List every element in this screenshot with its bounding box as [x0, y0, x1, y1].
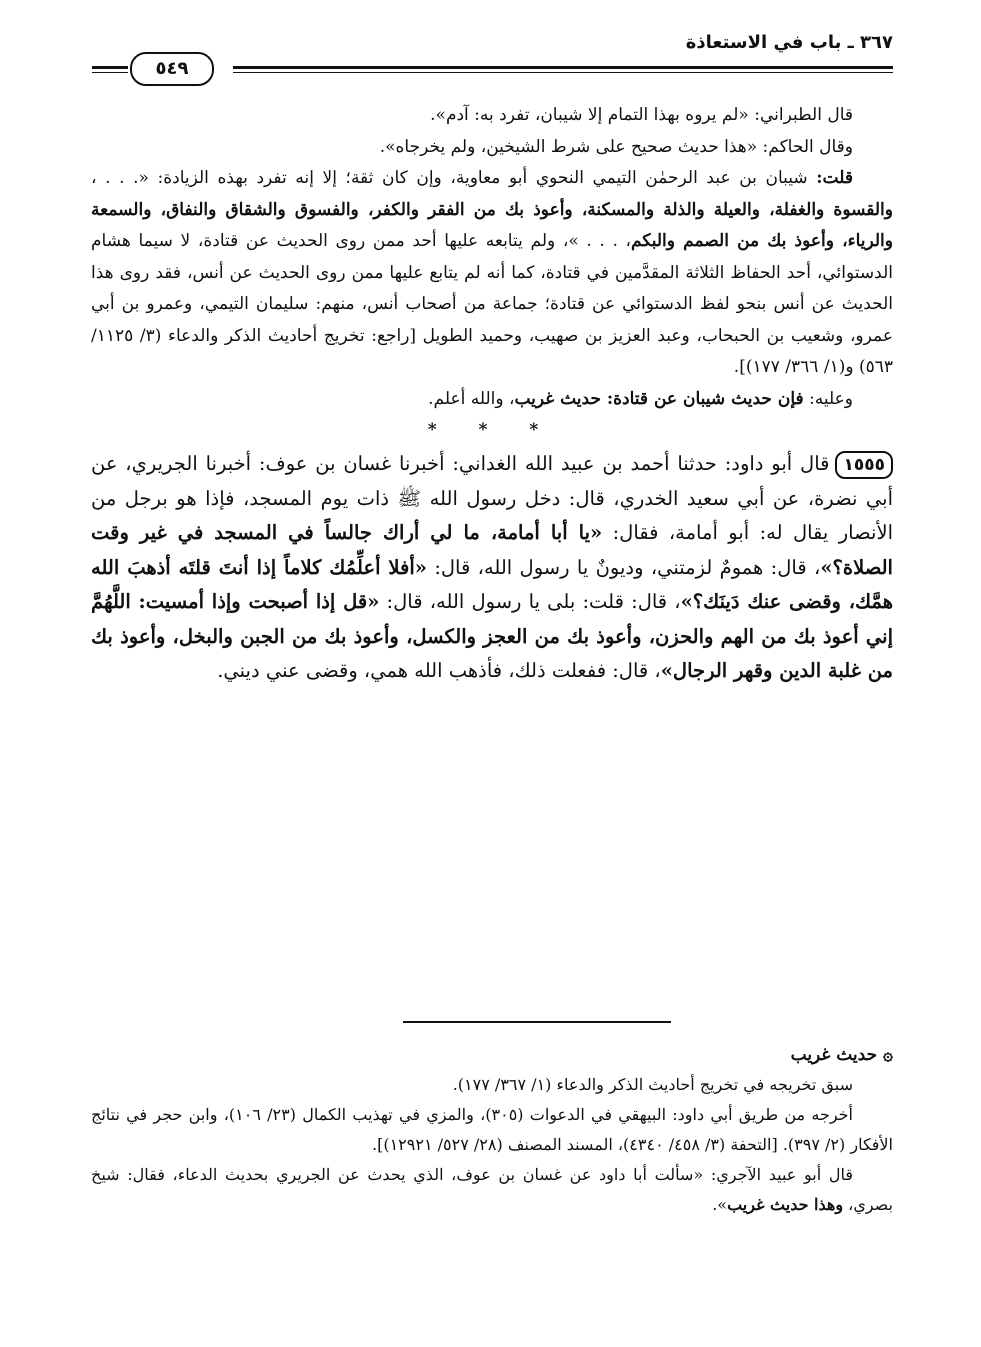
- section-separator: * * *: [427, 420, 557, 440]
- text-run: ، قال: ففعلت ذلك، فأذهب الله همي، وقضى عني ديني.: [217, 659, 661, 682]
- text-run: وعليه:: [803, 388, 853, 409]
- footnote-separator: [403, 1021, 671, 1023]
- bold-text-run: «أفلا أعلِّمُك كلاماً إذا أنتَ قلتَه أذهبَ الله همَّك، وقضى عنك دَينَك؟»: [91, 555, 893, 613]
- paragraph: قال الطبراني: «لم يروه بهذا التمام إلا شيبان، تفرد به: آدم».: [430, 105, 853, 125]
- text-run: ، قال: قلت: بلى يا رسول الله، قال:: [379, 590, 681, 613]
- footnote-paragraph: سبق تخريجه في تخريج أحاديث الذكر والدعاء (١/ ٣٦٧/ ١٧٧).: [452, 1075, 853, 1094]
- header-rule-left-thin: [92, 72, 128, 73]
- text-run: ، . . . »، ولم يتابعه عليها أحد ممن روى الحديث عن قتادة، لا سيما هشام الدستوائي، أحد الحفاظ الثلاثة المقدَّمين في قتادة، كما أنه لم يتابع عليها ممن روى الحديث عن أنس، فقد روى هذا الحديث عن أنس بنحو لفظ الدستوائي عن قتادة؛ جماعة من أصحاب أنس، منهم: سليمان التيمي، وعمرو بن أبي عمرو، وشعيب بن الحبحاب، وعبد العزيز بن صهيب، وحميد الطويل [راجع: تخريج أحاديث الذكر والدعاء (٣/ ١١٢٥/ ٥٦٣) و(١/ ٣٦٦/ ١٧٧)].: [91, 231, 893, 377]
- grade-label: حديث غريب: [790, 1045, 878, 1065]
- header-rule-left: [92, 66, 128, 69]
- text-run: ، والله أعلم.: [428, 388, 515, 409]
- header-rule: [233, 66, 893, 69]
- text-run: قال أبو داود: حدثنا أحمد بن عبيد الله الغداني: أخبرنا غسان بن عوف: أخبرنا الجريري، عن أبي نضرة، عن أبي سعيد الخدري، قال: دخل رسول الله ﷺ ذات يوم المسجد، فإذا هو برجل من الأنصار يقال له: أبو أمامة، فقال:: [91, 452, 893, 544]
- text-run: قال أبو عبيد الآجري: «سألت أبا داود عن غسان بن عوف، الذي يحدث عن الجريري بحديث الدعاء، فقال: شيخ بصري،: [91, 1165, 893, 1214]
- chapter-title: ٣٦٧ ـ باب في الاستعاذة: [685, 32, 893, 53]
- lead-word: قلت:: [816, 168, 853, 188]
- text-run: ».: [712, 1195, 728, 1214]
- footnote-section: [91, 1040, 893, 1220]
- text-run: ، قال: همومٌ لزمتني، وديونٌ يا رسول الله، قال:: [426, 555, 821, 579]
- bold-text-run: «يا أبا أمامة، ما لي أراك جالساً في المسجد في غير وقت الصلاة؟»: [91, 521, 893, 579]
- bold-text-run: وهذا حديث غريب: [727, 1195, 844, 1214]
- hadith-paragraph: [91, 447, 893, 689]
- header-rule-thin: [233, 72, 893, 73]
- footnote-paragraph: أخرجه من طريق أبي داود: البيهقي في الدعوات (٣٠٥)، والمزي في تهذيب الكمال (٢٣/ ١٠٦)، وابن حجر في نتائج الأفكار (٢/ ٣٩٧). [التحفة (٣/ ٤٥٨/ ٤٣٤٠)، المسند المصنف (٢٨/ ٥٢٧/ ١٢٩٢١)].: [91, 1105, 893, 1154]
- footnote-paragraph: [91, 1160, 893, 1220]
- bold-text-run: «قل إذا أصبحت وإذا أمسيت: اللَّهُمَّ إني أعوذ بك من الهم والحزن، وأعوذ بك من العجز والكسل، وأعوذ بك من الجبن والبخل، وأعوذ بك من غلبة الدين وقهر الرجال»: [91, 590, 893, 682]
- paragraph: [91, 163, 893, 384]
- page-number: ٥٤٩: [130, 52, 214, 86]
- main-text: [91, 100, 893, 689]
- hadith-number: ١٥٥٥: [835, 451, 893, 479]
- bold-text-run: والقسوة والغفلة، والعيلة والذلة والمسكنة، وأعوذ بك من الفقر والكفر، والفسوق والشقاق والنفاق، والسمعة والرياء، وأعوذ بك من الصمم والبكم: [91, 199, 893, 251]
- bold-text-run: فإن حديث شيبان عن قتادة: حديث غريب: [514, 388, 804, 409]
- grade-heading: [91, 1040, 893, 1070]
- paragraph: [91, 384, 893, 416]
- ornament-icon: ۞: [883, 1045, 893, 1065]
- paragraph: وقال الحاكم: «هذا حديث صحيح على شرط الشيخين، ولم يخرجاه».: [379, 136, 853, 157]
- text-run: شيبان بن عبد الرحمٰن التيمي النحوي أبو معاوية، وإن كان ثقة؛ إلا إنه تفرد بهذه الزيادة: «. . . ،: [91, 168, 817, 188]
